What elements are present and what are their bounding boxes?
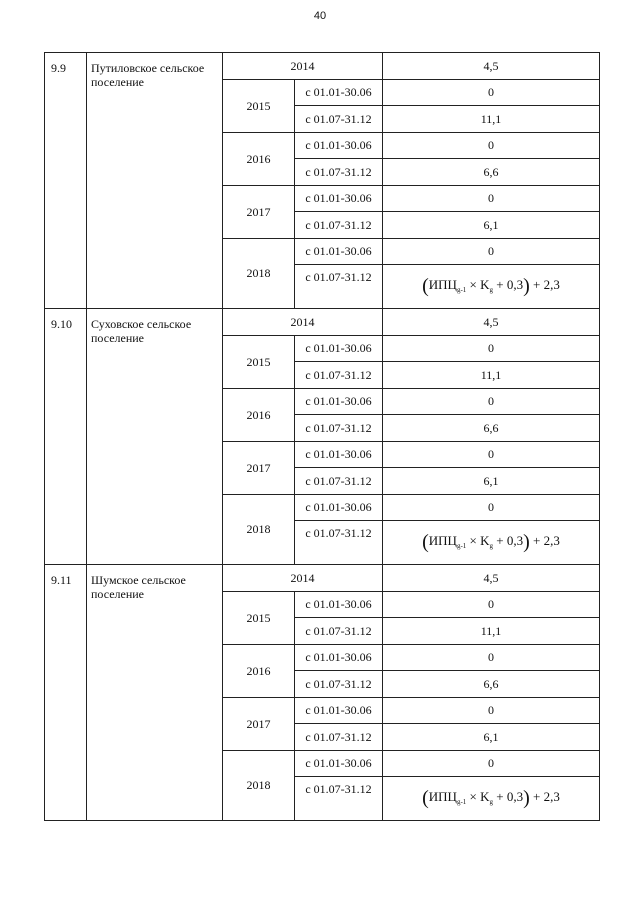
period-cell: с 01.07-31.12 [295, 777, 383, 821]
period-cell: с 01.07-31.12 [295, 671, 383, 698]
formula-times: × K [466, 533, 490, 548]
value-cell [383, 265, 600, 309]
period-cell: с 01.01-30.06 [295, 389, 383, 415]
period-cell: с 01.01-30.06 [295, 442, 383, 468]
tariff-formula [422, 531, 560, 554]
value-cell [383, 521, 600, 565]
year-cell: 2015 [223, 336, 295, 389]
formula-k-subscript: g [489, 798, 494, 806]
period-cell: с 01.01-30.06 [295, 495, 383, 521]
formula-main: ИПЦ [428, 277, 457, 292]
year-cell: 2017 [223, 442, 295, 495]
period-cell: с 01.01-30.06 [295, 698, 383, 724]
period-cell: с 01.07-31.12 [295, 212, 383, 239]
formula-main: ИПЦ [428, 533, 457, 548]
period-cell: с 01.07-31.12 [295, 362, 383, 389]
value-cell: 0 [383, 336, 600, 362]
formula-open-paren: ( [422, 787, 429, 809]
year-cell: 2015 [223, 80, 295, 133]
formula-main-subscript: g-1 [456, 542, 467, 550]
period-cell: с 01.07-31.12 [295, 265, 383, 309]
formula-open-paren: ( [422, 275, 429, 297]
value-cell: 6,6 [383, 159, 600, 186]
formula-main: ИПЦ [428, 789, 457, 804]
period-cell: с 01.01-30.06 [295, 336, 383, 362]
formula-k-subscript: g [489, 286, 494, 294]
settlement-name: Суховское сельское поселение [87, 309, 223, 565]
settlement-name: Шумское сельское поселение [87, 565, 223, 821]
period-cell: с 01.07-31.12 [295, 618, 383, 645]
value-cell: 6,1 [383, 468, 600, 495]
value-cell: 6,1 [383, 212, 600, 239]
period-cell: с 01.01-30.06 [295, 80, 383, 106]
period-cell: с 01.01-30.06 [295, 592, 383, 618]
formula-close-paren: ) [523, 275, 530, 297]
formula-open-paren: ( [422, 531, 429, 553]
formula-times: × K [466, 277, 490, 292]
value-cell: 0 [383, 80, 600, 106]
settlement-name: Путиловское сельское поселение [87, 53, 223, 309]
year-cell: 2015 [223, 592, 295, 645]
year-cell: 2016 [223, 389, 295, 442]
year-cell: 2017 [223, 698, 295, 751]
period-cell: с 01.07-31.12 [295, 159, 383, 186]
value-cell [383, 777, 600, 821]
value-cell: 0 [383, 186, 600, 212]
value-cell: 0 [383, 751, 600, 777]
formula-tail: + 2,3 [529, 789, 560, 804]
period-cell: с 01.01-30.06 [295, 239, 383, 265]
settlement-number: 9.9 [45, 53, 87, 309]
formula-plus: + 0,3 [493, 533, 524, 548]
table-row [45, 53, 600, 80]
value-cell: 0 [383, 698, 600, 724]
year-cell: 2018 [223, 495, 295, 565]
value-cell: 0 [383, 645, 600, 671]
value-cell: 0 [383, 592, 600, 618]
base-value: 4,5 [383, 565, 600, 592]
formula-close-paren: ) [523, 531, 530, 553]
period-cell: с 01.01-30.06 [295, 751, 383, 777]
period-cell: с 01.07-31.12 [295, 468, 383, 495]
value-cell: 11,1 [383, 362, 600, 389]
period-cell: с 01.07-31.12 [295, 724, 383, 751]
tariff-table [44, 52, 600, 821]
value-cell: 6,6 [383, 671, 600, 698]
value-cell: 0 [383, 495, 600, 521]
tariff-formula [422, 787, 560, 810]
base-value: 4,5 [383, 309, 600, 336]
period-cell: с 01.01-30.06 [295, 186, 383, 212]
base-year: 2014 [223, 53, 383, 80]
formula-plus: + 0,3 [493, 789, 524, 804]
period-cell: с 01.07-31.12 [295, 521, 383, 565]
value-cell: 11,1 [383, 618, 600, 645]
value-cell: 0 [383, 133, 600, 159]
formula-main-subscript: g-1 [456, 286, 467, 294]
period-cell: с 01.01-30.06 [295, 645, 383, 671]
value-cell: 6,1 [383, 724, 600, 751]
page-number: 40 [313, 10, 327, 22]
settlement-number: 9.10 [45, 309, 87, 565]
year-cell: 2018 [223, 239, 295, 309]
table-row [45, 565, 600, 592]
value-cell: 0 [383, 389, 600, 415]
year-cell: 2017 [223, 186, 295, 239]
formula-tail: + 2,3 [529, 533, 560, 548]
period-cell: с 01.07-31.12 [295, 415, 383, 442]
value-cell: 11,1 [383, 106, 600, 133]
year-cell: 2018 [223, 751, 295, 821]
formula-k-subscript: g [489, 542, 494, 550]
settlement-number: 9.11 [45, 565, 87, 821]
formula-plus: + 0,3 [493, 277, 524, 292]
table-row [45, 309, 600, 336]
base-value: 4,5 [383, 53, 600, 80]
year-cell: 2016 [223, 133, 295, 186]
value-cell: 6,6 [383, 415, 600, 442]
tariff-formula [422, 275, 560, 298]
value-cell: 0 [383, 239, 600, 265]
period-cell: с 01.07-31.12 [295, 106, 383, 133]
base-year: 2014 [223, 565, 383, 592]
formula-main-subscript: g-1 [456, 798, 467, 806]
base-year: 2014 [223, 309, 383, 336]
value-cell: 0 [383, 442, 600, 468]
formula-close-paren: ) [523, 787, 530, 809]
period-cell: с 01.01-30.06 [295, 133, 383, 159]
year-cell: 2016 [223, 645, 295, 698]
formula-times: × K [466, 789, 490, 804]
formula-tail: + 2,3 [529, 277, 560, 292]
